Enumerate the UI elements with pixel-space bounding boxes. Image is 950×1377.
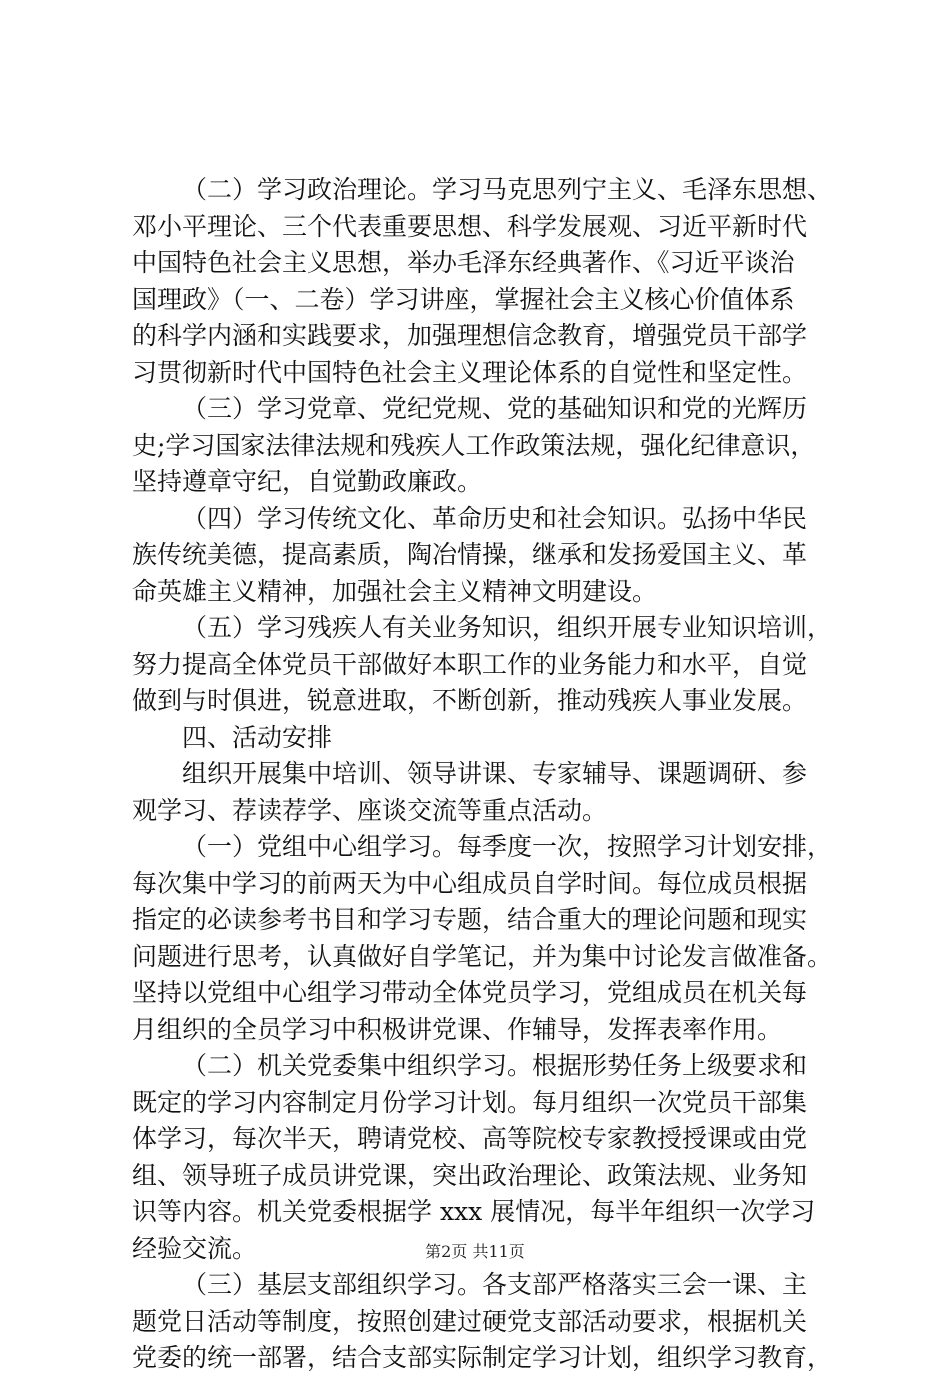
paragraph-line: （四）学习传统文化、革命历史和社会知识。弘扬中华民 (182, 503, 808, 533)
paragraph-line: 体学习，每次半天，聘请党校、高等院校专家教授授课或由党 (132, 1124, 808, 1153)
paragraph-line: （一）党组中心组学习。每季度一次，按照学习计划安排， (182, 832, 833, 861)
paragraph-line: 每次集中学习的前两天为中心组成员自学时间。每位成员根据 (132, 868, 808, 898)
paragraph-line: 习贯彻新时代中国特色社会主义理论体系的自觉性和坚定性。 (132, 357, 808, 387)
paragraph-line: 做到与时俱进，锐意进取，不断创新，推动残疾人事业发展。 (132, 686, 808, 715)
paragraph-line: （五）学习残疾人有关业务知识，组织开展专业知识培训， (182, 613, 833, 642)
paragraph-line: 月组织的全员学习中积极讲党课、作辅导，发挥表率作用。 (132, 1014, 783, 1044)
paragraph-line: 指定的必读参考书目和学习专题，结合重大的理论问题和现实 (132, 905, 808, 934)
paragraph-line: 命英雄主义精神，加强社会主义精神文明建设。 (132, 576, 658, 606)
paragraph-line: 观学习、荐读荐学、座谈交流等重点活动。 (132, 795, 608, 825)
paragraph-line: 邓小平理论、三个代表重要思想、科学发展观、习近平新时代 (132, 211, 808, 241)
paragraph-line: 坚持以党组中心组学习带动全体党员学习，党组成员在机关每 (132, 978, 808, 1007)
paragraph-line: 问题进行思考，认真做好自学笔记，并为集中讨论发言做准备。 (132, 941, 833, 971)
paragraph-line: 既定的学习内容制定月份学习计划。每月组织一次党员干部集 (132, 1087, 808, 1117)
paragraph-line: 族传统美德，提高素质，陶冶情操，继承和发扬爱国主义、革 (132, 540, 808, 569)
paragraph-line: 努力提高全体党员干部做好本职工作的业务能力和水平，自觉 (132, 649, 808, 679)
paragraph-line: 经验交流。 (132, 1233, 258, 1263)
body-text (132, 172, 844, 1377)
paragraph-line: （二）学习政治理论。学习马克思列宁主义、毛泽东思想、 (182, 175, 833, 204)
paragraph-line: 组、领导班子成员讲党课，突出政治理论、政策法规、业务知 (132, 1160, 808, 1190)
paragraph-line: 的科学内涵和实践要求，加强理想信念教育，增强党员干部学 (132, 321, 808, 350)
paragraph-line: （二）机关党委集中组织学习。根据形势任务上级要求和 (182, 1051, 808, 1080)
paragraph-line: 国理政》（一、二卷）学习讲座，掌握社会主义核心价值体系 (132, 284, 795, 314)
page-footer: 第2页 共11页 (425, 1242, 525, 1261)
paragraph-line: 识等内容。机关党委根据学 xxx 展情况，每半年组织一次学习 (132, 1197, 816, 1226)
paragraph-line: 组织开展集中培训、领导讲课、专家辅导、课题调研、参 (182, 759, 808, 788)
paragraph-line: 题党日活动等制度，按照创建过硬党支部活动要求，根据机关 (132, 1306, 808, 1336)
paragraph-line: 党委的统一部署，结合支部实际制定学习计划，组织学习教育， (132, 1343, 833, 1372)
paragraph-line: 史;学习国家法律法规和残疾人工作政策法规，强化纪律意识， (132, 430, 816, 460)
paragraph-line: （三）基层支部组织学习。各支部严格落实三会一课、主 (182, 1270, 808, 1299)
section-heading: 四、活动安排 (182, 722, 333, 752)
paragraph-line: 坚持遵章守纪，自觉勤政廉政。 (132, 467, 483, 496)
paragraph-line: （三）学习党章、党纪党规、党的基础知识和党的光辉历 (182, 394, 808, 423)
paragraph-line: 中国特色社会主义思想，举办毛泽东经典著作、《习近平谈治 (132, 248, 795, 277)
